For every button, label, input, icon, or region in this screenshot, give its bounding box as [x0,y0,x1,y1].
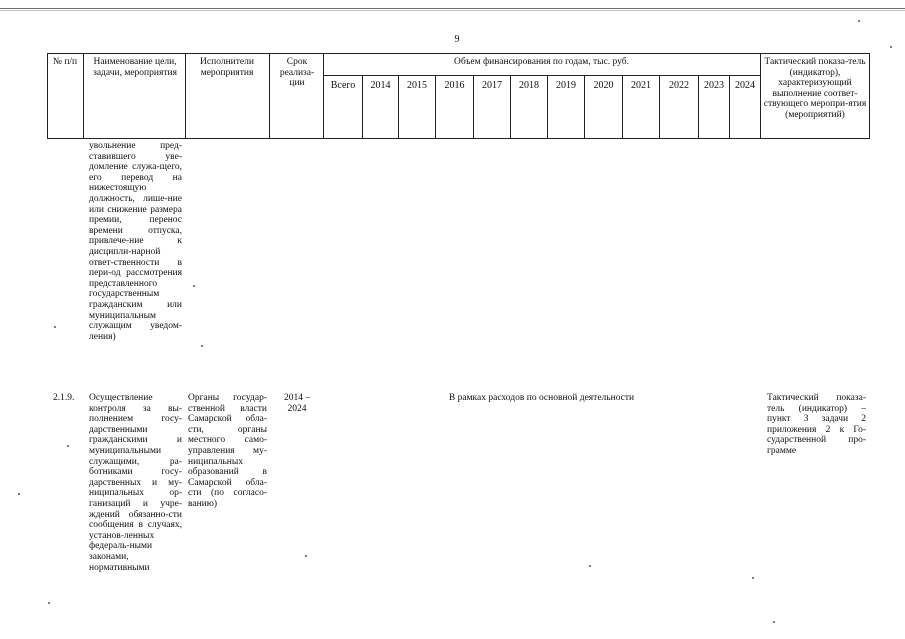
scan-speck [858,20,860,22]
header-funding: Объем финансирования по годам, тыс. руб. [453,57,629,67]
row-name: Осуществление контроля за вы-полнением госу-дарственными гражданскими и муниципальными служащими, ра-ботниками госу-дарственных и му-ниципальных ор-ганизаций и учре-ждений обязанно-сти сообщения в случаях, установ-ленных федераль-ными законами, нормативными [89,393,182,573]
row-indicator: Тактический показа-тель (индикатор) – пункт 3 задачи 2 приложения 2 к Го-сударственной про-грамме [767,393,866,456]
scan-top-border-shadow [0,10,905,11]
scan-speck [773,621,775,623]
header-year: 2020 [593,80,614,91]
header-executors: Исполнители мероприятия [200,57,254,78]
header-year: 2015 [407,80,427,91]
scan-speck [201,345,203,347]
scan-speck [48,602,50,604]
header-num: № п/п [52,57,78,67]
header-year: 2016 [444,80,465,91]
scan-speck [18,493,20,495]
header-year: 2021 [631,80,651,91]
page-number: 9 [454,34,460,45]
scan-speck [890,46,892,48]
row-executors: Органы государ-ственной власти Самарской обла-сти, органы местного само-управления му-ниципальных образований в Самарской обла-сти (по согласо-ванию) [188,393,267,509]
scan-speck [752,577,754,579]
row-funding: В рамках расходов по основной деятельности [448,393,635,403]
scan-speck [54,326,56,328]
header-year: 2024 [735,80,755,91]
header-year: 2022 [669,80,689,91]
scan-speck [67,445,69,447]
scan-top-border [0,8,905,9]
row-term: 2014 – 2024 [283,393,311,414]
header-year: 2014 [370,80,391,91]
header-year: 2017 [482,80,502,91]
header-year: 2023 [704,80,724,91]
row-continued-name: увольнение пред-ставившего уве-домление служа-щего, его перевод на нижестоящую должность, лише-ние или снижение размера премии, перенос времени отпуска, привлече-ние к дисципли-нарной ответ-ственности в пери-од рассмотрения представленного государственным гражданским или муниципальным служащим уведом-ления) [89,141,182,342]
scan-speck [305,555,307,557]
header-total: Всего [330,80,356,91]
header-indicator: Тактический показа-тель (индикатор), характеризующий выполнение соответ-ствующего меропри-ятия (мероприятий) [763,57,867,120]
scan-speck [589,565,591,567]
header-term: Срок реализа-ции [279,57,315,88]
header-name: Наименование цели, задачи, мероприятия [93,57,177,78]
scan-speck [193,285,195,287]
row-number: 2.1.9. [53,393,75,403]
header-year: 2019 [556,80,576,91]
header-year: 2018 [519,80,539,91]
